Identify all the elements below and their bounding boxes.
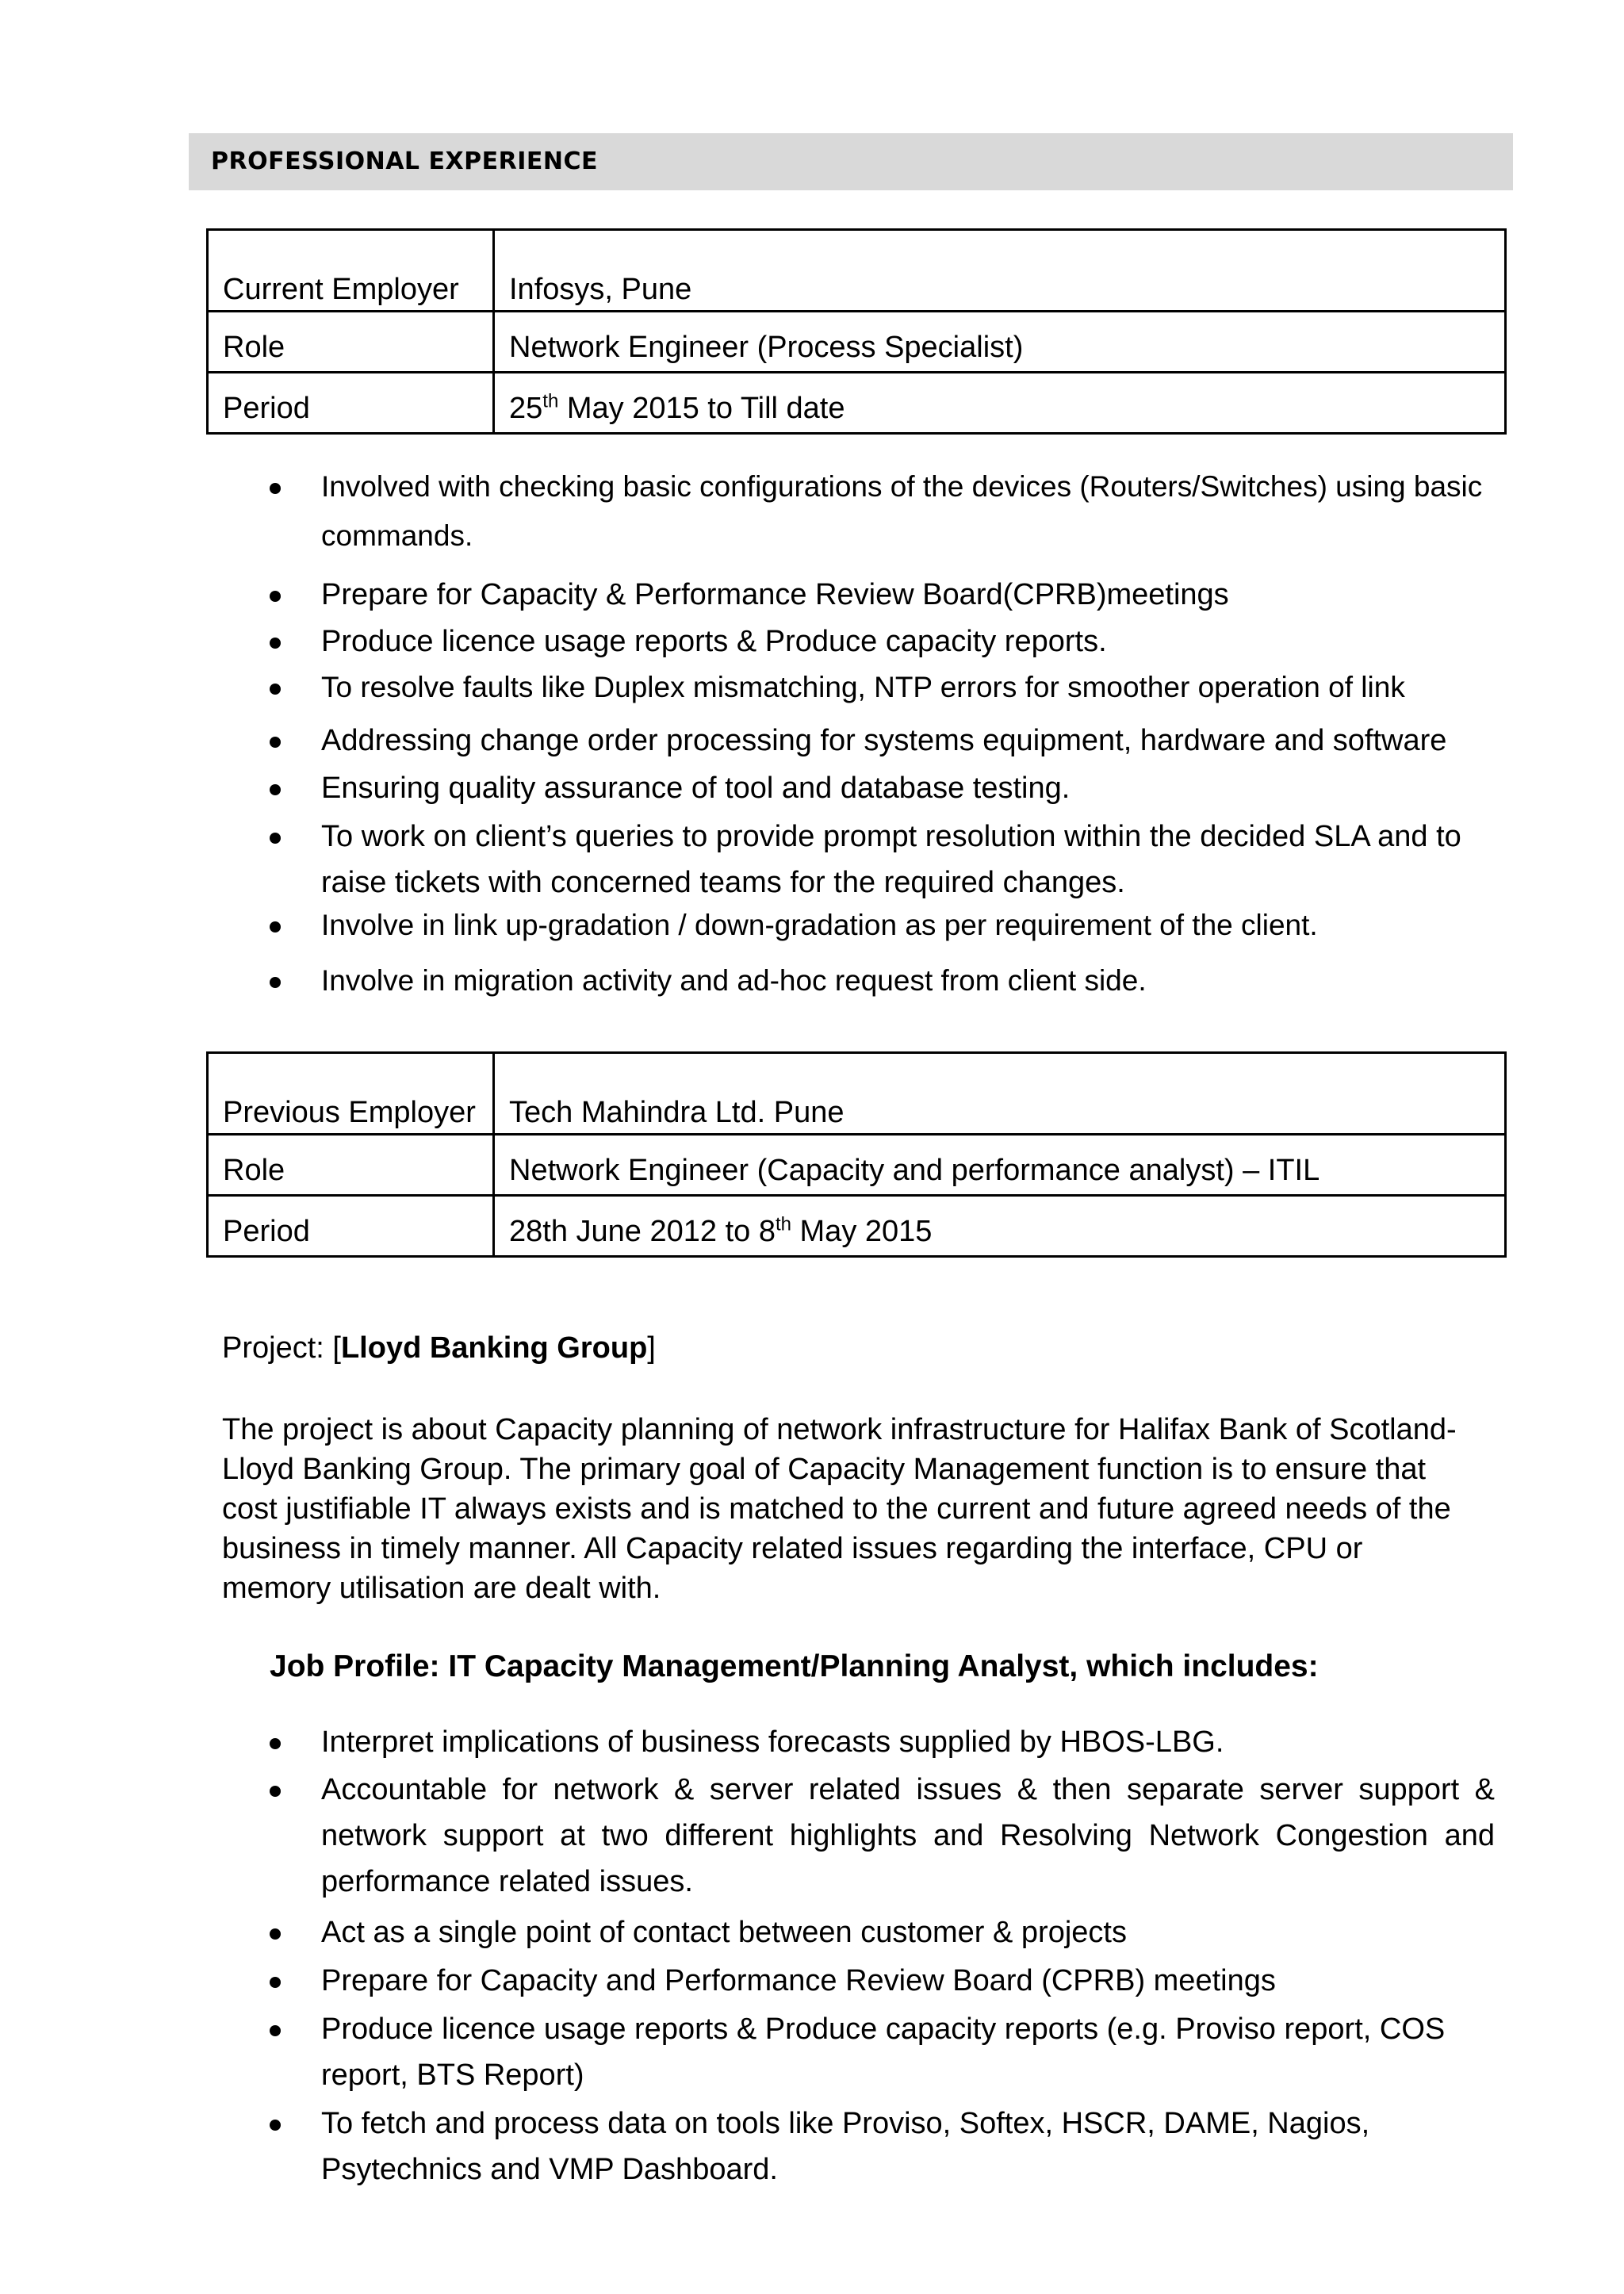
list-item: Prepare for Capacity & Performance Review Board(CPRB)meetings [270,573,1495,617]
previous-employer-value: Tech Mahindra Ltd. Pune [494,1053,1506,1135]
list-item: Addressing change order processing for systems equipment, hardware and software [270,718,1495,763]
list-item: Prepare for Capacity and Performance Review Board (CPRB) meetings [270,1958,1495,2004]
previous-period-value: 28th June 2012 to 8th May 2015 [494,1196,1506,1257]
list-item: To resolve faults like Duplex mismatching, NTP errors for smoother operation of link [270,663,1542,712]
list-item: Produce licence usage reports & Produce capacity reports (e.g. Proviso report, COS report, BTS Report) [270,2006,1495,2098]
current-role-value: Network Engineer (Process Specialist) [494,312,1506,373]
list-item: Accountable for network & server related issues & then separate server support & network support at two different highlights and Resolving Network Congestion and performance related issues. [270,1767,1495,1905]
current-employer-value: Infosys, Pune [494,230,1506,312]
current-role-label: Role [208,312,494,373]
current-employer-table [206,228,1507,435]
list-item: Act as a single point of contact between customer & projects [270,1909,1495,1955]
previous-period-label: Period [208,1196,494,1257]
list-item: Involved with checking basic configurations of the devices (Routers/Switches) using basic commands. [270,462,1495,561]
section-heading-band [189,133,1513,190]
project-name: Lloyd Banking Group [340,1331,648,1365]
current-employer-label: Current Employer [208,230,494,312]
project-line: Project: [Lloyd Banking Group] [222,1331,656,1365]
list-item: Ensuring quality assurance of tool and database testing. [270,766,1495,810]
list-item: Interpret implications of business forecasts supplied by HBOS-LBG. [270,1719,1495,1765]
list-item: To fetch and process data on tools like Proviso, Softex, HSCR, DAME, Nagios, Psytechnics and VMP Dashboard. [270,2101,1495,2193]
previous-role-value: Network Engineer (Capacity and performance analyst) – ITIL [494,1135,1506,1196]
section-heading: PROFESSIONAL EXPERIENCE [211,147,598,175]
list-item: Produce licence usage reports & Produce capacity reports. [270,619,1495,664]
list-item: Involve in link up-gradation / down-gradation as per requirement of the client. [270,902,1495,949]
previous-employer-label: Previous Employer [208,1053,494,1135]
list-item: To work on client’s queries to provide prompt resolution within the decided SLA and to raise tickets with concerned teams for the required changes. [270,814,1495,906]
current-period-value: 25th May 2015 to Till date [494,373,1506,434]
project-description: The project is about Capacity planning of network infrastructure for Halifax Bank of Scotland-Lloyd Banking Group. The primary goal of Capacity Management function is to ensure that cost justifiable IT always exists and is matched to the current and future agreed needs of the business in timely manner. All Capacity related issues regarding the interface, CPU or memory utilisation are dealt with. [222,1413,1457,1605]
job-profile-heading: Job Profile: IT Capacity Management/Planning Analyst, which includes: [270,1649,1319,1683]
previous-role-label: Role [208,1135,494,1196]
previous-employer-table [206,1051,1507,1258]
current-period-label: Period [208,373,494,434]
list-item: Involve in migration activity and ad-hoc request from client side. [270,957,1495,1005]
